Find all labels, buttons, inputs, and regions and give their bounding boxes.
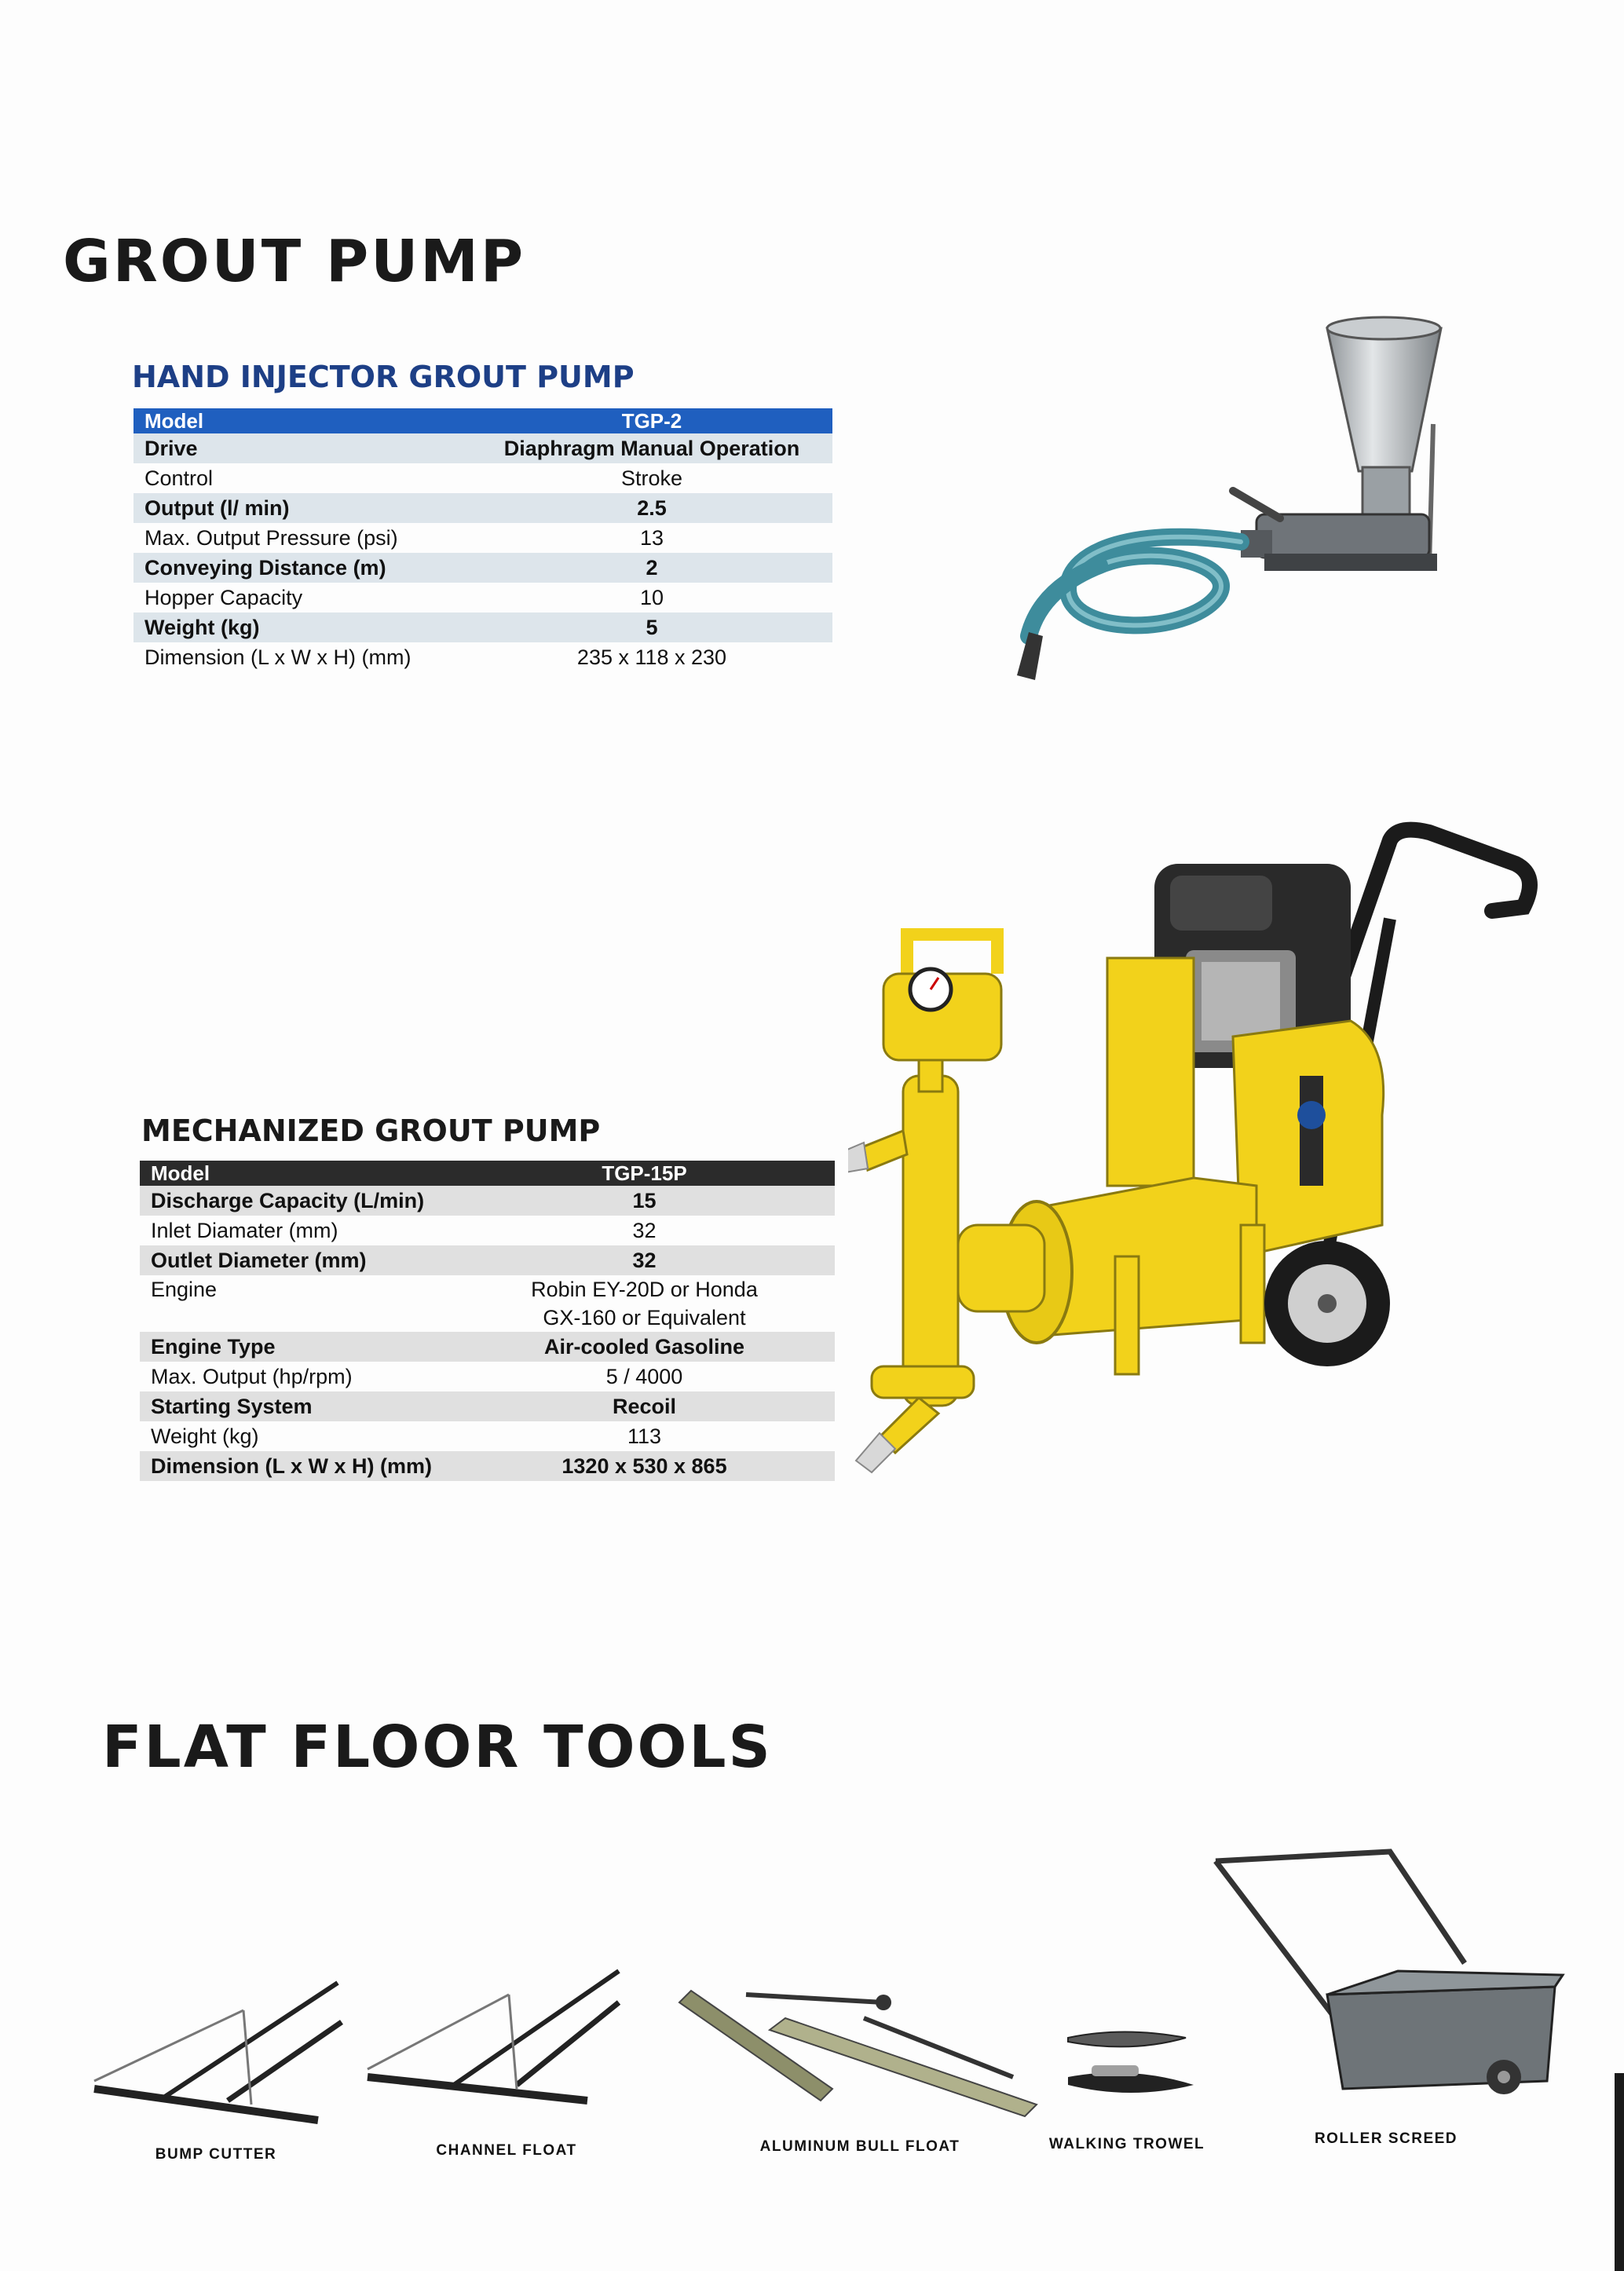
header-label: Model — [134, 408, 471, 433]
row-value: Robin EY-20D or Honda GX-160 or Equivalent — [454, 1275, 835, 1332]
roller-screed-caption: ROLLER SCREED — [1314, 2130, 1458, 2147]
roller-screed-image — [1209, 1845, 1571, 2105]
row-value: 15 — [454, 1186, 835, 1216]
row-label: Conveying Distance (m) — [134, 553, 471, 583]
row-label: Control — [144, 466, 214, 490]
bump-cutter-caption: BUMP CUTTER — [155, 2146, 277, 2163]
mechanized-pump-image — [848, 817, 1555, 1500]
walking-trowel-caption: WALKING TROWEL — [1048, 2136, 1205, 2152]
row-value: 2.5 — [471, 493, 832, 523]
hand-injector-title: HAND INJECTOR GROUT PUMP — [132, 360, 635, 394]
row-label: Max. Output Pressure (psi) — [144, 525, 398, 550]
table-row — [134, 523, 832, 553]
table-row — [140, 1186, 835, 1216]
row-value: 235 x 118 x 230 — [576, 645, 727, 669]
channel-float-image — [360, 1967, 627, 2116]
aluminum-bull-float-caption: ALUMINUM BULL FLOAT — [759, 2138, 960, 2155]
table-row — [140, 1332, 835, 1362]
table-row — [140, 1421, 835, 1451]
table-row — [140, 1216, 835, 1245]
row-label: Dimension (L x W x H) (mm) — [140, 1451, 454, 1481]
row-value: 5 / 4000 — [454, 1362, 835, 1391]
table-row — [134, 642, 832, 672]
row-label: Dimension (L x W x H) (mm) — [144, 645, 411, 669]
table-row — [134, 613, 832, 642]
table-row — [134, 583, 832, 613]
row-value: Diaphragm Manual Operation — [471, 433, 832, 463]
table-row — [134, 553, 832, 583]
row-label: Engine — [140, 1275, 454, 1332]
hand-injector-spec-table — [134, 408, 832, 672]
row-value: 5 — [471, 613, 832, 642]
row-value: Stroke — [620, 466, 683, 490]
table-row — [134, 463, 832, 493]
row-value: 32 — [632, 1218, 657, 1242]
table-row — [140, 1275, 835, 1332]
row-label: Outlet Diameter (mm) — [140, 1245, 454, 1275]
row-label: Max. Output (hp/rpm) — [140, 1362, 454, 1391]
row-label: Weight (kg) — [140, 1421, 454, 1451]
table-header-row — [140, 1161, 835, 1186]
table-row — [140, 1451, 835, 1481]
row-label: Hopper Capacity — [144, 585, 303, 609]
mechanized-spec-table — [140, 1161, 835, 1481]
bump-cutter-image — [86, 1979, 353, 2136]
header-model: TGP-2 — [471, 408, 832, 433]
grout-pump-title: GROUT PUMP — [63, 228, 526, 295]
table-row — [134, 493, 832, 523]
mechanized-title: MECHANIZED GROUT PUMP — [141, 1114, 601, 1148]
row-label: Discharge Capacity (L/min) — [140, 1186, 454, 1216]
hand-injector-pump-image — [982, 306, 1469, 699]
row-label: Drive — [134, 433, 471, 463]
row-value: 113 — [454, 1421, 835, 1451]
row-value: 1320 x 530 x 865 — [454, 1451, 835, 1481]
row-label: Engine Type — [140, 1332, 454, 1362]
row-label: Output (l/ min) — [134, 493, 471, 523]
flat-floor-tools-title: FLAT FLOOR TOOLS — [102, 1713, 773, 1781]
row-value: Air-cooled Gasoline — [454, 1332, 835, 1362]
edge-tab — [1615, 2073, 1624, 2271]
row-label: Inlet Diamater (mm) — [151, 1218, 338, 1242]
walking-trowel-image — [1060, 2022, 1202, 2108]
aluminum-bull-float-image — [675, 1971, 1044, 2120]
row-value: 10 — [639, 585, 664, 609]
row-value: 13 — [639, 525, 664, 550]
table-row — [140, 1362, 835, 1391]
table-row — [140, 1391, 835, 1421]
row-value: 32 — [454, 1245, 835, 1275]
row-label: Weight (kg) — [134, 613, 471, 642]
table-row — [140, 1245, 835, 1275]
row-value: Recoil — [454, 1391, 835, 1421]
channel-float-caption: CHANNEL FLOAT — [436, 2142, 577, 2159]
table-row — [134, 433, 832, 463]
header-label: Model — [140, 1161, 454, 1186]
header-model: TGP-15P — [454, 1161, 835, 1186]
row-value: 2 — [471, 553, 832, 583]
table-header-row — [134, 408, 832, 433]
row-label: Starting System — [140, 1391, 454, 1421]
